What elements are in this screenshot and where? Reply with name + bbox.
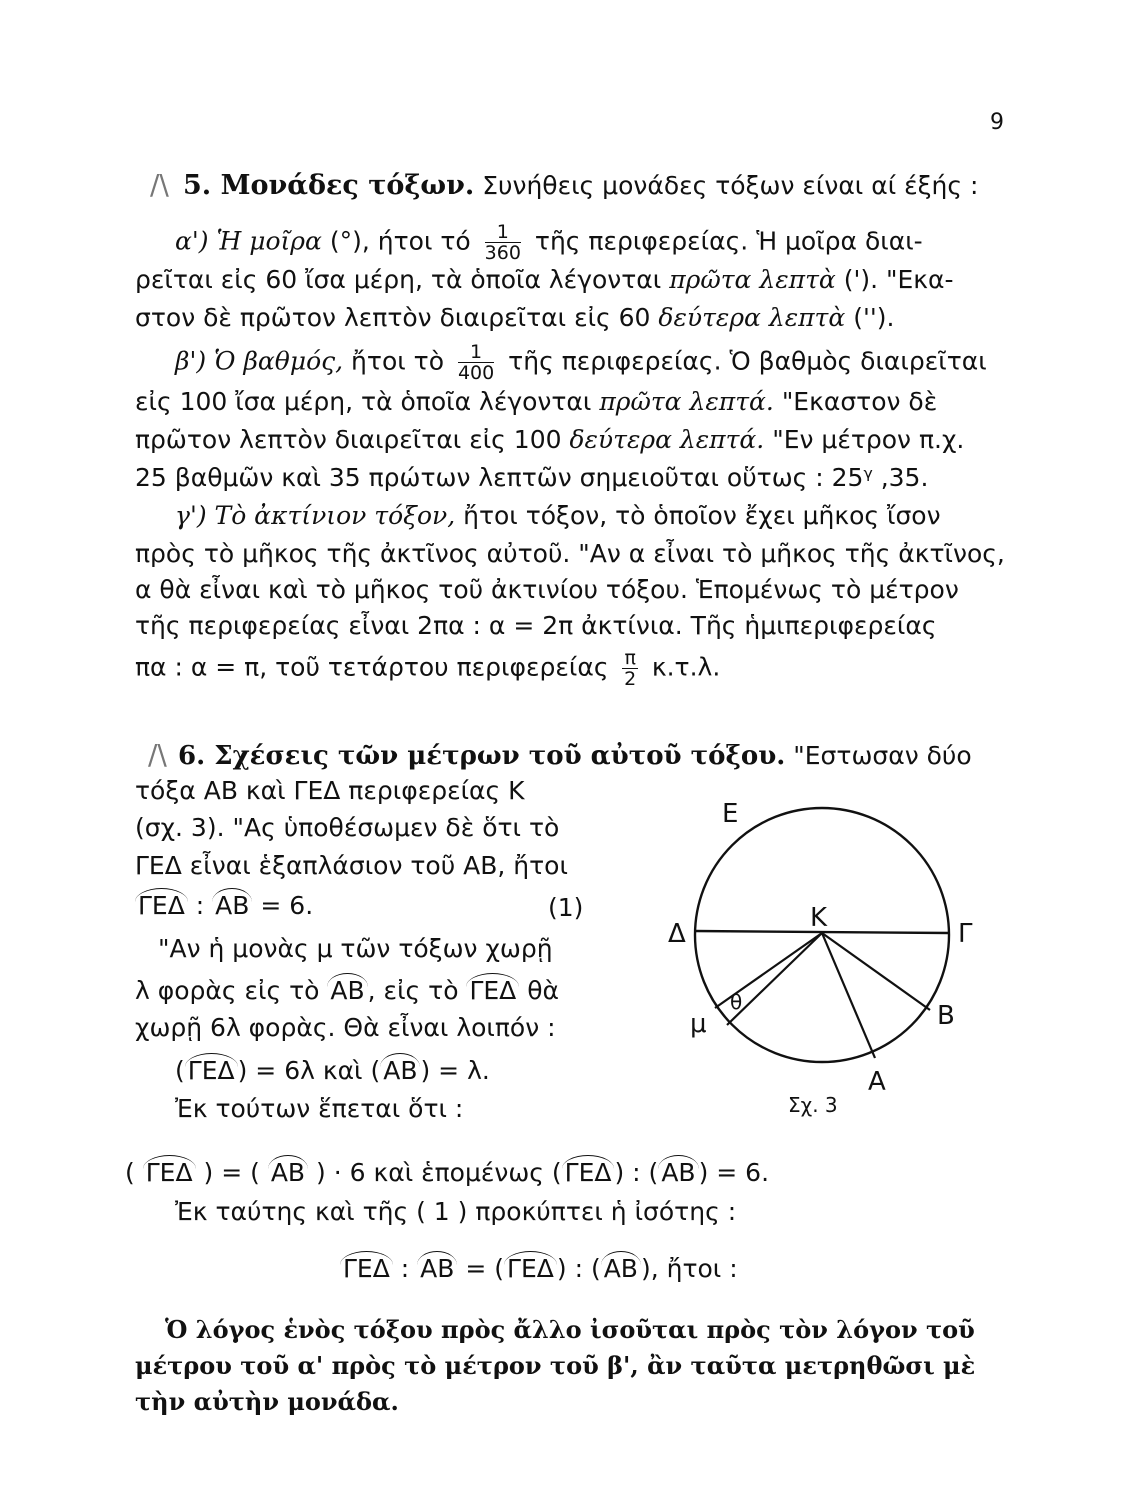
item-b-line4: 25 βαθμῶν καὶ 35 πρώτων λεπτῶν σημειοῦται οὕτως : 25ᵞ ,35. (135, 463, 929, 492)
text: ρεῖται εἰς 60 ἴσα μέρη, τὰ ὁποῖα λέγονται (135, 265, 662, 294)
text: ) = ( (203, 1158, 260, 1187)
text: ) · 6 καὶ ἑπομένως ( (316, 1158, 562, 1187)
item-a-line3 (135, 302, 894, 334)
label-g: Γ (958, 919, 973, 949)
text: ἤτοι τὸ (351, 346, 444, 376)
text: τῆς περιφερείας. Ὁ βαθμὸς διαιρεῖται (508, 346, 987, 376)
item-c-label: γ') Τὸ ἀκτίνιον τόξον, (175, 501, 456, 530)
item-a-line2 (135, 264, 954, 296)
arc-ab: ΑΒ (417, 1251, 457, 1283)
theorem-line3: τὴν αὐτὴν μονάδα. (135, 1387, 399, 1416)
theorem-line1: Ὁ λόγος ἑνὸς τόξου πρὸς ἄλλο ἰσοῦται πρὸς τὸν λόγον τοῦ (165, 1315, 975, 1344)
fraction-pi-2 (622, 648, 637, 689)
margin-mark: /\ (150, 168, 169, 201)
degree-symbol: (°), (329, 226, 370, 256)
figure-3-circle-diagram (660, 800, 1000, 1130)
item-c-line3: α θὰ εἶναι καὶ τὸ μῆκος τοῦ ἀκτινίου τόξου. Ἑπομένως τὸ μέτρον (135, 575, 959, 604)
text: ) = 6. (698, 1158, 770, 1187)
item-c-line1 (175, 500, 941, 532)
text: "Εστωσαν δύο (793, 741, 972, 770)
section6-heading-line (178, 740, 972, 772)
text: ( (175, 1056, 185, 1085)
fraction-1-400 (458, 342, 494, 383)
text: , εἰς τὸ (367, 976, 459, 1005)
arc-ab: ΑΒ (268, 1155, 308, 1187)
section5-intro: Συνήθεις μονάδες τόξων είναι αί έξής : (482, 171, 979, 200)
text: θὰ (527, 976, 560, 1005)
arc-ged: ΓΕΔ (135, 888, 188, 920)
arc-ged: ΓΕΔ (466, 973, 519, 1005)
italic-term: δεύτερα λεπτὰ (658, 303, 846, 332)
s6-line8 (175, 1055, 490, 1087)
italic-term: πρῶτα λεπτά. (599, 387, 774, 416)
fraction-1-360 (485, 222, 521, 263)
fraction-numerator: 1 (485, 222, 521, 243)
arc-ab: ΑΒ (601, 1251, 641, 1283)
arc-ged: ΓΕΔ (143, 1155, 196, 1187)
label-e: Ε (722, 800, 739, 829)
arc-ab: ΑΒ (212, 888, 252, 920)
s6-line5: "Αν ἡ μονὰς μ τῶν τόξων χωρῇ (158, 934, 553, 963)
text: ) : ( (614, 1158, 659, 1187)
item-c-line4: τῆς περιφερείας εἶναι 2πα : α = 2π ἀκτίνια. Τῆς ἡμιπεριφερείας (135, 611, 937, 640)
label-a: Α (868, 1067, 886, 1097)
label-d: Δ (668, 919, 686, 949)
text: πρῶτον λεπτὸν διαιρεῖται εἰς 100 (135, 425, 562, 454)
item-b-line1 (175, 342, 987, 383)
section5-heading-line (183, 170, 978, 202)
italic-term: πρῶτα λεπτὰ (669, 265, 836, 294)
fraction-denominator: 400 (457, 362, 495, 384)
text: λ φορὰς εἰς τὸ (135, 976, 320, 1005)
text: πα : α = π, τοῦ τετάρτου περιφερείας (135, 652, 609, 682)
text: : (195, 891, 205, 920)
margin-mark: /\ (148, 738, 167, 771)
s6-line12 (340, 1253, 738, 1285)
s6-line9: Ἐκ τούτων ἕπεται ὅτι : (175, 1094, 464, 1123)
theorem-line2: μέτρου τοῦ α' πρὸς τὸ μέτρον τοῦ β', ἂν ταῦτα μετρηθῶσι μὲ (135, 1351, 976, 1380)
text: στον δὲ πρῶτον λεπτὸν διαιρεῖται εἰς 60 (135, 303, 651, 332)
text: (''). (853, 303, 895, 332)
text: ) = 6λ καὶ ( (237, 1056, 381, 1085)
text: ), ἤτοι : (640, 1254, 738, 1283)
text: : (400, 1254, 410, 1283)
text: ('). "Εκα- (843, 265, 954, 294)
text: ( (125, 1158, 135, 1187)
arc-ged: ΓΕΔ (504, 1251, 557, 1283)
equation-number: (1) (548, 893, 584, 922)
text: ) : ( (556, 1254, 601, 1283)
arc-ged: ΓΕΔ (185, 1053, 238, 1085)
item-c-line5 (135, 648, 720, 689)
item-a-label: α') Ἡ μοῖρα (175, 226, 322, 256)
italic-term: δεύτερα λεπτά. (569, 425, 765, 454)
section6-heading: 6. Σχέσεις τῶν μέτρων τοῦ αὐτοῦ τόξου. (178, 741, 786, 771)
text: ) = λ. (420, 1056, 490, 1085)
fraction-denominator: 360 (484, 242, 521, 264)
s6-line10 (125, 1157, 769, 1189)
arc-ab: ΑΒ (658, 1155, 698, 1187)
fraction-numerator: 1 (458, 342, 494, 363)
text: = 6. (260, 891, 314, 920)
text: "Εκαστον δὲ (781, 387, 938, 416)
item-a-text: ήτοι τό (377, 226, 471, 256)
label-theta: θ (730, 990, 743, 1014)
s6-line6 (135, 975, 559, 1007)
section5-heading: 5. Μονάδες τόξων. (183, 170, 475, 201)
text: = ( (465, 1254, 505, 1283)
item-b-label: β') Ὁ βαθμός, (175, 346, 344, 376)
s6-line3: ΓΕΔ εἶναι ἑξαπλάσιον τοῦ ΑΒ, ἤτοι (135, 851, 568, 880)
page-number: 9 (990, 110, 1004, 135)
s6-equation-1 (135, 890, 313, 922)
arc-ged: ΓΕΔ (562, 1155, 615, 1187)
s6-line11: Ἐκ ταύτης καὶ τῆς ( 1 ) προκύπτει ἡ ἰσότης : (175, 1197, 737, 1226)
item-a-text: τῆς περιφερείας. Ἡ μοῖρα διαι- (534, 226, 923, 256)
item-b-line3 (135, 424, 964, 456)
label-k: Κ (810, 903, 828, 933)
text: ἤτοι τόξον, τὸ ὁποῖον ἔχει μῆκος ἴσον (463, 501, 941, 530)
label-b: Β (937, 1001, 955, 1031)
text: "Εν μέτρον π.χ. (772, 425, 965, 454)
item-a-line1 (175, 222, 923, 263)
s6-line1: τόξα ΑΒ καὶ ΓΕΔ περιφερείας Κ (135, 776, 525, 805)
item-b-line2 (135, 386, 937, 418)
label-mu: μ (690, 1009, 707, 1039)
text: κ.τ.λ. (651, 652, 721, 682)
item-c-line2: πρὸς τὸ μῆκος τῆς ἀκτῖνος αὐτοῦ. "Αν α εἶναι τὸ μῆκος τῆς ἀκτῖνος, (135, 539, 1005, 568)
fraction-numerator: π (624, 647, 636, 669)
arc-ab: ΑΒ (380, 1053, 420, 1085)
s6-line7: χωρῇ 6λ φορὰς. Θὰ εἶναι λοιπόν : (135, 1013, 556, 1042)
fraction-denominator: 2 (624, 668, 637, 690)
arc-ged: ΓΕΔ (340, 1251, 393, 1283)
s6-line2: (σχ. 3). "Ας ὑποθέσωμεν δὲ ὅτι τὸ (135, 813, 560, 842)
arc-ab: ΑΒ (327, 973, 367, 1005)
text: εἰς 100 ἴσα μέρη, τὰ ὁποῖα λέγονται (135, 387, 592, 416)
figure-caption: Σχ. 3 (788, 1093, 838, 1117)
